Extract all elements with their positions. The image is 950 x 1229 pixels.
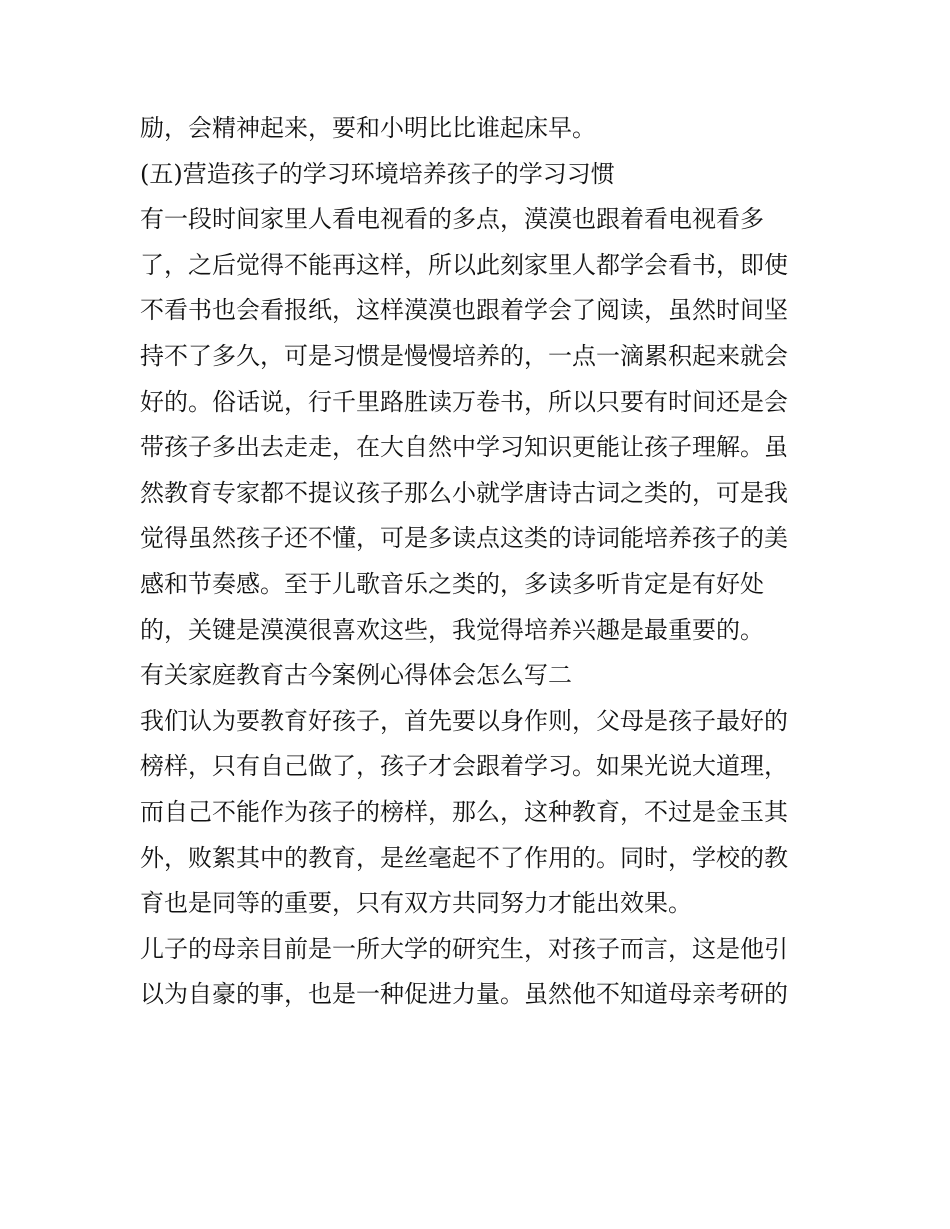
text-line: 而自己不能作为孩子的榜样，那么，这种教育，不过是金玉其 bbox=[140, 797, 788, 826]
text-line: 不看书也会看报纸，这样漠漠也跟着学会了阅读，虽然时间坚 bbox=[140, 296, 788, 325]
text-line: 感和节奏感。至于儿歌音乐之类的，多读多听肯定是有好处 bbox=[140, 569, 764, 598]
text-line: 觉得虽然孩子还不懂，可是多读点这类的诗词能培养孩子的美 bbox=[140, 524, 788, 553]
text-line: 带孩子多出去走走，在大自然中学习知识更能让孩子理解。虽 bbox=[140, 433, 788, 462]
section-heading: 有关家庭教育古今案例心得体会怎么写二 bbox=[140, 661, 572, 690]
text-line: 励，会精神起来，要和小明比比谁起床早。 bbox=[140, 114, 596, 142]
text-line: 外，败絮其中的教育，是丝毫起不了作用的。同时，学校的教 bbox=[140, 843, 788, 872]
text-line: 好的。俗话说，行千里路胜读万卷书，所以只要有时间还是会 bbox=[140, 387, 788, 416]
text-line: 以为自豪的事，也是一种促进力量。虽然他不知道母亲考研的 bbox=[140, 980, 788, 1009]
text-line: 育也是同等的重要，只有双方共同努力才能出效果。 bbox=[140, 889, 692, 918]
text-line: 有一段时间家里人看电视看的多点，漠漠也跟着看电视看多 bbox=[140, 205, 764, 234]
text-line: 的，关键是漠漠很喜欢这些，我觉得培养兴趣是最重要的。 bbox=[140, 615, 764, 644]
text-line: 持不了多久，可是习惯是慢慢培养的，一点一滴累积起来就会 bbox=[140, 341, 788, 370]
text-line: 我们认为要教育好孩子，首先要以身作则，父母是孩子最好的 bbox=[140, 706, 788, 735]
text-line: 了，之后觉得不能再这样，所以此刻家里人都学会看书，即使 bbox=[140, 250, 788, 279]
text-line: 然教育专家都不提议孩子那么小就学唐诗古词之类的，可是我 bbox=[140, 478, 788, 507]
text-line: 儿子的母亲目前是一所大学的研究生，对孩子而言，这是他引 bbox=[140, 934, 788, 963]
text-line: 榜样，只有自己做了，孩子才会跟着学习。如果光说大道理， bbox=[140, 752, 788, 781]
section-heading: (五)营造孩子的学习环境培养孩子的学习习惯 bbox=[140, 159, 615, 188]
document-body bbox=[140, 106, 820, 1018]
